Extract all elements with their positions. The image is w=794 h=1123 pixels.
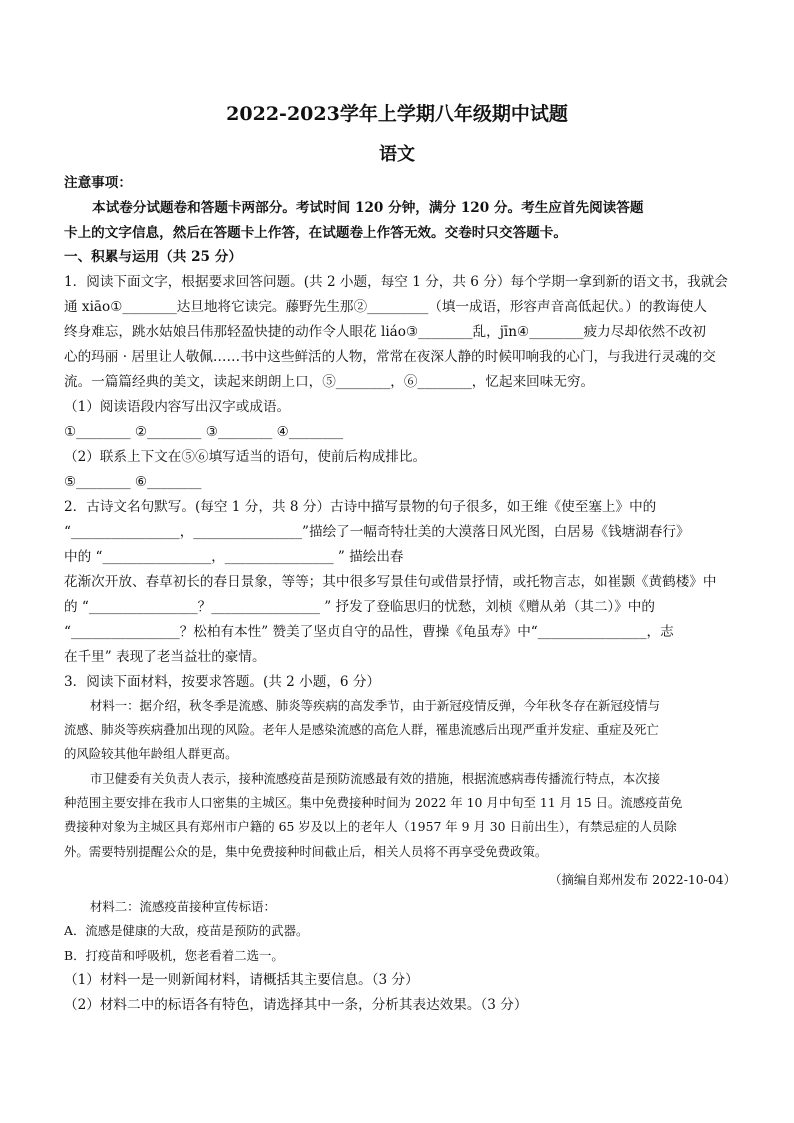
notice-line-1: 本试卷分试题卷和答题卡两部分。考试时间 120 分钟，满分 120 分。考生应首先阅读答题 <box>92 200 644 216</box>
subject-title: 语文 <box>379 144 415 165</box>
q1-sub-1: （1）阅读语段内容写出汉字或成语。 <box>64 399 291 415</box>
notice-heading: 注意事项： <box>64 175 132 191</box>
material-1-line-7: 外。需要特别提醒公众的是，集中免费接种时间截止后，相关人员将不再享受免费政策。 <box>64 844 548 859</box>
q2-line-2: “________________，________________”描绘了一幅奇特壮美的大漠落日风光图，白居易《钱塘湖春行》 <box>64 524 690 540</box>
q2-line-5: 的 “________________？________________ ” 抒发了登临思归的忧愁，刘桢《赠从弟（其二）》中的 <box>64 599 655 615</box>
q3-line-1: 3．阅读下面材料，按要求答题。(共 2 小题，6 分） <box>64 674 381 690</box>
exam-title: 2022-2023学年上学期八年级期中试题 <box>226 103 568 125</box>
q1-sub-1-blanks: ①________ ②________ ③________ ④________ <box>64 424 344 440</box>
q2-line-6: “________________？松柏有本性” 赞美了坚贞自守的品性，曹操《龟虽寿》中“________________，志 <box>64 624 674 640</box>
q2-line-4: 花渐次开放、春草初长的春日景象，等等；其中很多写景佳句或借景抒情，或托物言志，如崔颢《黄鹤楼》中 <box>64 574 717 590</box>
material-1-line-5: 种范围主要安排在我市人口密集的主城区。集中免费接种时间为 2022 年 10 月中旬至 11 月 15 日。流感疫苗免 <box>64 795 683 810</box>
q2-line-1: 2．古诗文名句默写。(每空 1 分，共 8 分）古诗中描写景物的句子很多，如王维《使至塞上》中的 <box>64 499 657 515</box>
q1-sub-2-blanks: ⑤________ ⑥________ <box>64 474 202 490</box>
q1-line-2: 通 xiāo①________达旦地将它读完。藤野先生那②_________（填一成语，形容声音高低起伏。）的教诲使人 <box>64 299 707 315</box>
material-2-slogan-a: A．流感是健康的大敌，疫苗是预防的武器。 <box>64 923 309 938</box>
q3-sub-2: （2）材料二中的标语各有特色，请选择其中一条，分析其表达效果。（3 分） <box>64 997 528 1013</box>
material-1-line-2: 流感、肺炎等疾病叠加出现的风险。老年人是感染流感的高危人群，罹患流感后出现严重并发症、重症及死亡 <box>64 722 659 737</box>
material-1-line-1: 材料一：据介绍，秋冬季是流感、肺炎等疾病的高发季节，由于新冠疫情反弹，今年秋冬存在新冠疫情与 <box>90 698 660 713</box>
q2-line-7: 在千里” 表现了老当益壮的豪情。 <box>64 649 266 665</box>
section-1-heading: 一、积累与运用（共 25 分） <box>64 249 242 265</box>
material-1-source: （摘编自郑州发布 2022-10-04） <box>549 872 736 887</box>
notice-line-2: 卡上的文字信息，然后在答题卡上作答，在试题卷上作答无效。交卷时只交答题卡。 <box>64 225 567 241</box>
q1-line-4: 心的玛丽 · 居里让人敬佩……书中这些鲜活的人物，常常在夜深人静的时候叩响我的心门，与我进行灵魂的交 <box>64 349 716 365</box>
q3-sub-1: （1）材料一是一则新闻材料，请概括其主要信息。（3 分） <box>64 972 419 988</box>
q1-line-1: 1．阅读下面文字，根据要求回答问题。(共 2 小题，每空 1 分，共 6 分）每个学期一拿到新的语文书，我就会 <box>64 274 728 290</box>
material-2-slogan-b: B．打疫苗和呼吸机，您老看着二选一。 <box>64 948 284 963</box>
q1-line-5: 流。一篇篇经典的美文，读起来朗朗上口，⑤________，⑥________，忆起来回味无穷。 <box>64 374 595 390</box>
material-1-line-4: 市卫健委有关负责人表示，接种流感疫苗是预防流感最有效的措施，根据流感病毒传播流行特点，本次接 <box>90 771 660 786</box>
material-1-line-3: 的风险较其他年龄组人群更高。 <box>64 746 238 761</box>
q1-sub-2: （2）联系上下文在⑤⑥填写适当的语句，使前后构成排比。 <box>64 449 427 465</box>
material-2-heading: 材料二：流感疫苗接种宣传标语： <box>90 899 276 914</box>
q1-line-3: 终身难忘，跳水姑娘吕伟那轻盈快捷的动作令人眼花 liáo③________乱，jīn④________疲力尽却依然不改初 <box>64 324 706 340</box>
material-1-line-6: 费接种对象为主城区具有郑州市户籍的 65 岁及以上的老年人（1957 年 9 月 30 日前出生），有禁忌症的人员除 <box>64 819 677 834</box>
q2-line-3: 中的 “________________，________________ ” 描绘出春 <box>64 549 404 565</box>
